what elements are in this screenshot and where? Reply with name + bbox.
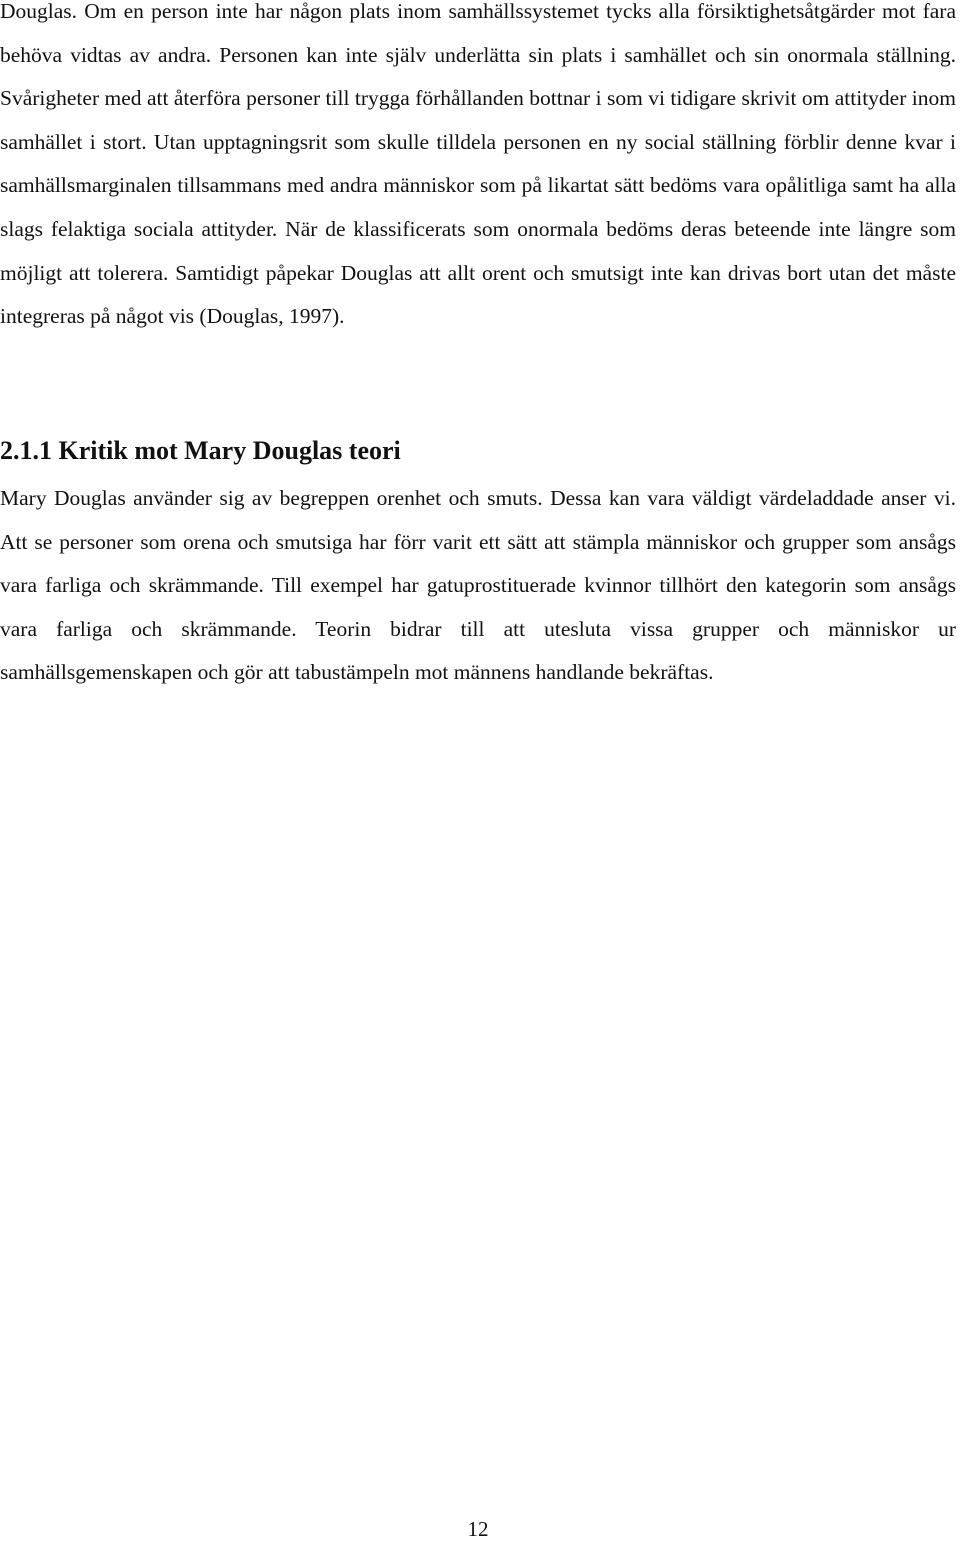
body-paragraph-continued: Douglas. Om en person inte har någon plats inom samhällssystemet tycks alla försiktighetsåtgärder mot fara behöva vidtas av andra. Personen kan inte själv underlätta sin plats i samhället och sin onormala ställning. Svårigheter med att återföra personer till trygga förhållanden bottnar i som vi tidigare skrivit om attityder inom samhället i stort. Utan upptagningsrit som skulle tilldela personen en ny social ställning förblir denne kvar i samhällsmarginalen tillsammans med andra människor som på likartat sätt bedöms vara opålitliga samt ha alla slags felaktiga sociala attityder. När de klassificerats som onormala bedöms deras beteende inte längre som möjligt att tolerera. Samtidigt påpekar Douglas att allt orent och smutsigt inte kan drivas bort utan det måste integreras på något vis (Douglas, 1997).	[0, 0, 956, 329]
section-heading: 2.1.1 Kritik mot Mary Douglas teori	[0, 436, 401, 465]
page-number: 12	[467, 1517, 489, 1541]
body-paragraph-critique: Mary Douglas använder sig av begreppen orenhet och smuts. Dessa kan vara väldigt värdeladdade anser vi. Att se personer som orena och smutsiga har förr varit ett sätt att stämpla människor och grupper som ansågs vara farliga och skrämmande. Till exempel har gatuprostituerade kvinnor tillhört den kategorin som ansågs vara farliga och skrämmande. Teorin bidrar till att utesluta vissa grupper och människor ur samhällsgemenskapen och gör att tabustämpeln mot männens handlande bekräftas.	[0, 486, 956, 685]
